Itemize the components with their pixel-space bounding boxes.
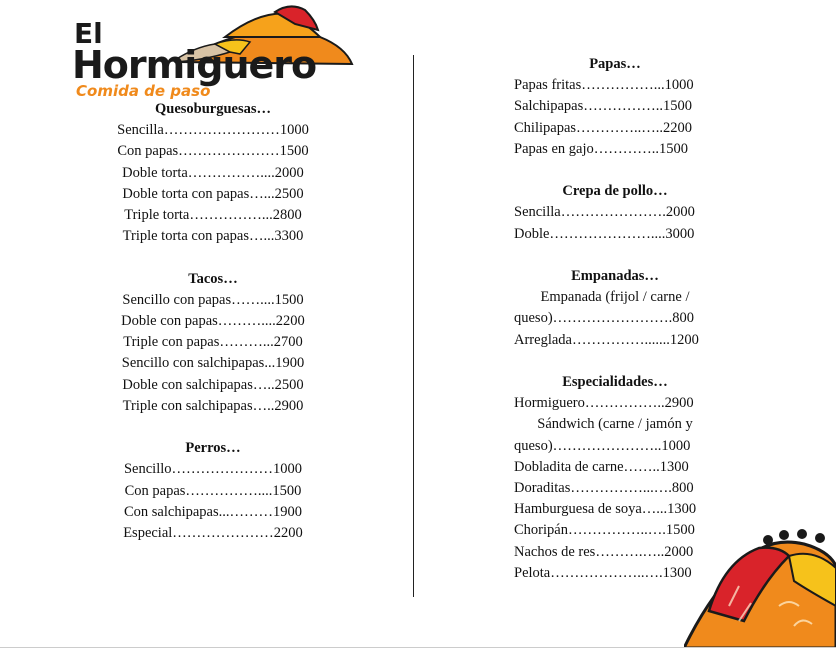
menu-item: Sencilla……………………1000 bbox=[117, 122, 309, 139]
brand-logo bbox=[70, 2, 360, 104]
section-heading: Especialidades… bbox=[562, 374, 668, 390]
column-divider bbox=[413, 55, 414, 597]
decorative-hill-icon bbox=[684, 526, 836, 648]
brand-name: Hormiguero bbox=[72, 43, 317, 87]
menu-item: Sencillo…………………1000 bbox=[123, 461, 303, 478]
menu-item: Doble torta con papas…...2500 bbox=[122, 185, 304, 202]
section-heading: Quesoburguesas… bbox=[154, 101, 272, 117]
menu-item: Papas en gajo…………..1500 bbox=[514, 140, 688, 157]
brand-tagline: Comida de paso bbox=[76, 82, 211, 100]
menu-item: queso)…………………..1000 bbox=[514, 437, 691, 454]
section-heading: Tacos… bbox=[188, 270, 238, 287]
menu-item: Triple con salchipapas…..2900 bbox=[122, 397, 304, 414]
menu-item: Con papas……………....1500 bbox=[124, 482, 302, 499]
menu-item: Con salchipapas...………1900 bbox=[123, 503, 302, 520]
section-heading: Empanadas… bbox=[571, 268, 659, 284]
menu-item: Hamburguesa de soya…...1300 bbox=[514, 501, 697, 518]
menu-item: Sándwich (carne / jamón y bbox=[537, 416, 693, 433]
menu-item: Salchipapas……………..1500 bbox=[514, 98, 693, 115]
menu-item: Especial…………………2200 bbox=[123, 525, 303, 542]
menu-item: Dobladita de carne……..1300 bbox=[514, 458, 689, 475]
menu-item: Sencillo con papas……....1500 bbox=[122, 291, 304, 308]
menu-item: queso)…………………….800 bbox=[514, 310, 695, 327]
brand-title: El bbox=[74, 17, 103, 50]
menu-item: Doble torta……………....2000 bbox=[122, 164, 304, 181]
section-heading: Crepa de pollo… bbox=[562, 183, 668, 200]
menu-section-perros bbox=[100, 438, 326, 544]
section-heading: Papas… bbox=[589, 56, 641, 72]
menu-item: Triple torta……………...2800 bbox=[124, 207, 302, 224]
menu-item: Choripán……………..….1500 bbox=[514, 522, 695, 539]
menu-item: Sencilla………………….2000 bbox=[514, 204, 695, 221]
menu-left-column bbox=[100, 99, 326, 565]
menu-section-crepa bbox=[500, 181, 730, 245]
menu-item: Sencillo con salchipapas...1900 bbox=[121, 355, 305, 372]
menu-item: Pelota………………..….1300 bbox=[514, 564, 692, 581]
menu-item: Doraditas……………...….800 bbox=[514, 480, 694, 497]
menu-item: Arreglada…………….......1200 bbox=[514, 331, 699, 348]
menu-item: Con papas…………………1500 bbox=[117, 143, 309, 160]
menu-item: Triple torta con papas…...3300 bbox=[122, 228, 304, 245]
menu-section-tacos bbox=[100, 269, 326, 417]
menu-section-papas bbox=[500, 54, 730, 160]
menu-item: Doble con salchipapas…..2500 bbox=[122, 376, 304, 393]
menu-section-quesoburguesas bbox=[100, 99, 326, 247]
menu-right-column bbox=[500, 54, 730, 605]
menu-section-empanadas bbox=[500, 266, 730, 351]
menu-item: Empanada (frijol / carne / bbox=[540, 289, 690, 306]
section-heading: Perros… bbox=[185, 440, 241, 457]
menu-item: Triple con papas………...2700 bbox=[123, 334, 303, 351]
menu-item: Chilipapas…………..…..2200 bbox=[514, 119, 693, 136]
menu-item: Doble…………………....3000 bbox=[514, 225, 695, 242]
menu-item: Hormiguero……………..2900 bbox=[514, 395, 694, 412]
menu-item: Papas fritas……………...1000 bbox=[514, 77, 694, 94]
menu-item: Doble con papas………....2200 bbox=[121, 313, 305, 330]
menu-item: Nachos de res……….…..2000 bbox=[514, 543, 694, 560]
